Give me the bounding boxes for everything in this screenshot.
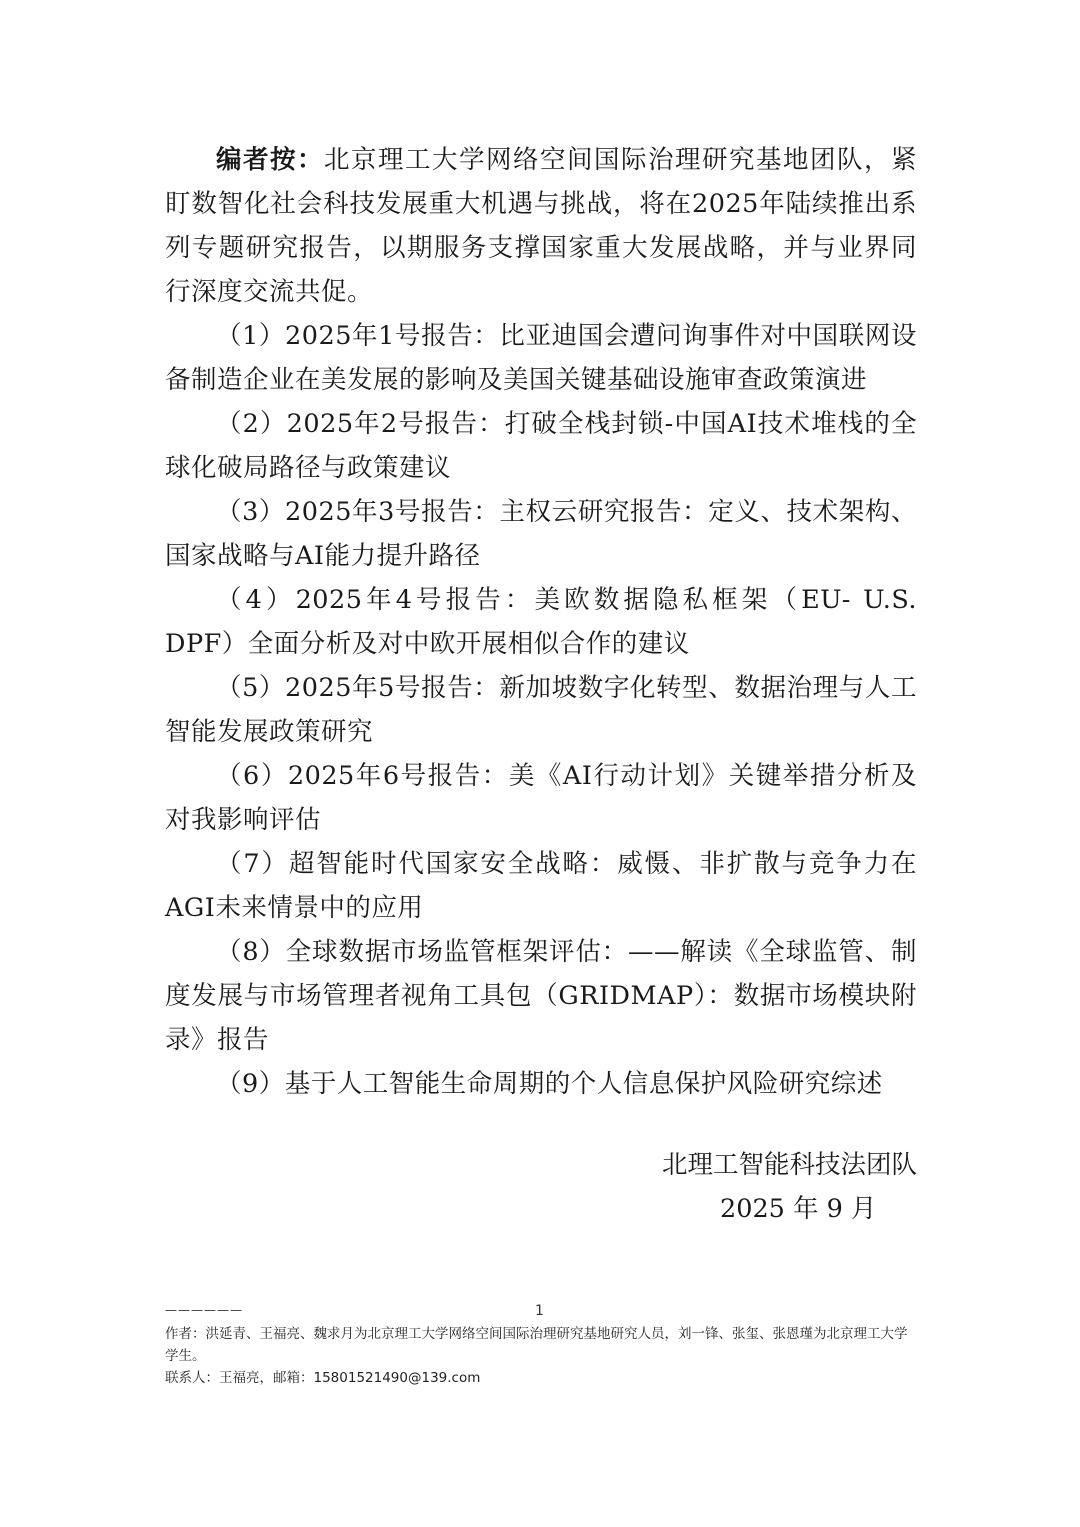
- editor-note-lead: 编者按：: [216, 145, 324, 175]
- page-number: 1: [535, 1303, 544, 1319]
- report-item-3: （3）2025年3号报告：主权云研究报告：定义、技术架构、国家战略与AI能力提升路径: [165, 497, 917, 571]
- footnote-separator: ——————: [165, 1303, 243, 1317]
- editor-note-paragraph: [165, 138, 917, 314]
- report-item-7: （7）超智能时代国家安全战略：威慑、非扩散与竞争力在AGI未来情景中的应用: [165, 849, 917, 923]
- report-item-4: （4）2025年4号报告：美欧数据隐私框架（EU- U.S. DPF）全面分析及对中欧开展相似合作的建议: [165, 585, 917, 659]
- footnote-contact: 联系人：王福亮，邮箱：15801521490@139.com: [165, 1370, 481, 1386]
- report-item-8: （8）全球数据市场监管框架评估：——解读《全球监管、制度发展与市场管理者视角工具包（GRIDMAP）：数据市场模块附录》报告: [165, 937, 917, 1055]
- report-item-5: （5）2025年5号报告：新加坡数字化转型、数据治理与人工智能发展政策研究: [165, 673, 917, 747]
- report-item-9: （9）基于人工智能生命周期的个人信息保护风险研究综述: [216, 1069, 883, 1099]
- report-item-1: （1）2025年1号报告：比亚迪国会遭问询事件对中国联网设备制造企业在美发展的影响及美国关键基础设施审查政策演进: [165, 321, 917, 395]
- footnote-authors: 作者：洪延青、王福亮、魏求月为北京理工大学网络空间国际治理研究基地研究人员，刘一锋、张玺、张恩瑾为北京理工大学学生。: [165, 1326, 908, 1364]
- report-item-6: （6）2025年6号报告：美《AI行动计划》关键举措分析及对我影响评估: [165, 761, 917, 835]
- main-body: [165, 138, 917, 1106]
- signature-date: 2025 年 9 月: [720, 1194, 877, 1224]
- report-item-2: （2）2025年2号报告：打破全栈封锁-中国AI技术堆栈的全球化破局路径与政策建议: [165, 409, 917, 483]
- signature-team: 北理工智能科技法团队: [662, 1150, 918, 1180]
- editor-note-text: 北京理工大学网络空间国际治理研究基地团队，紧盯数智化社会科技发展重大机遇与挑战，将在2025年陆续推出系列专题研究报告，以期服务支撑国家重大发展战略，并与业界同行深度交流共促。: [165, 145, 917, 307]
- footnote: [165, 1323, 917, 1389]
